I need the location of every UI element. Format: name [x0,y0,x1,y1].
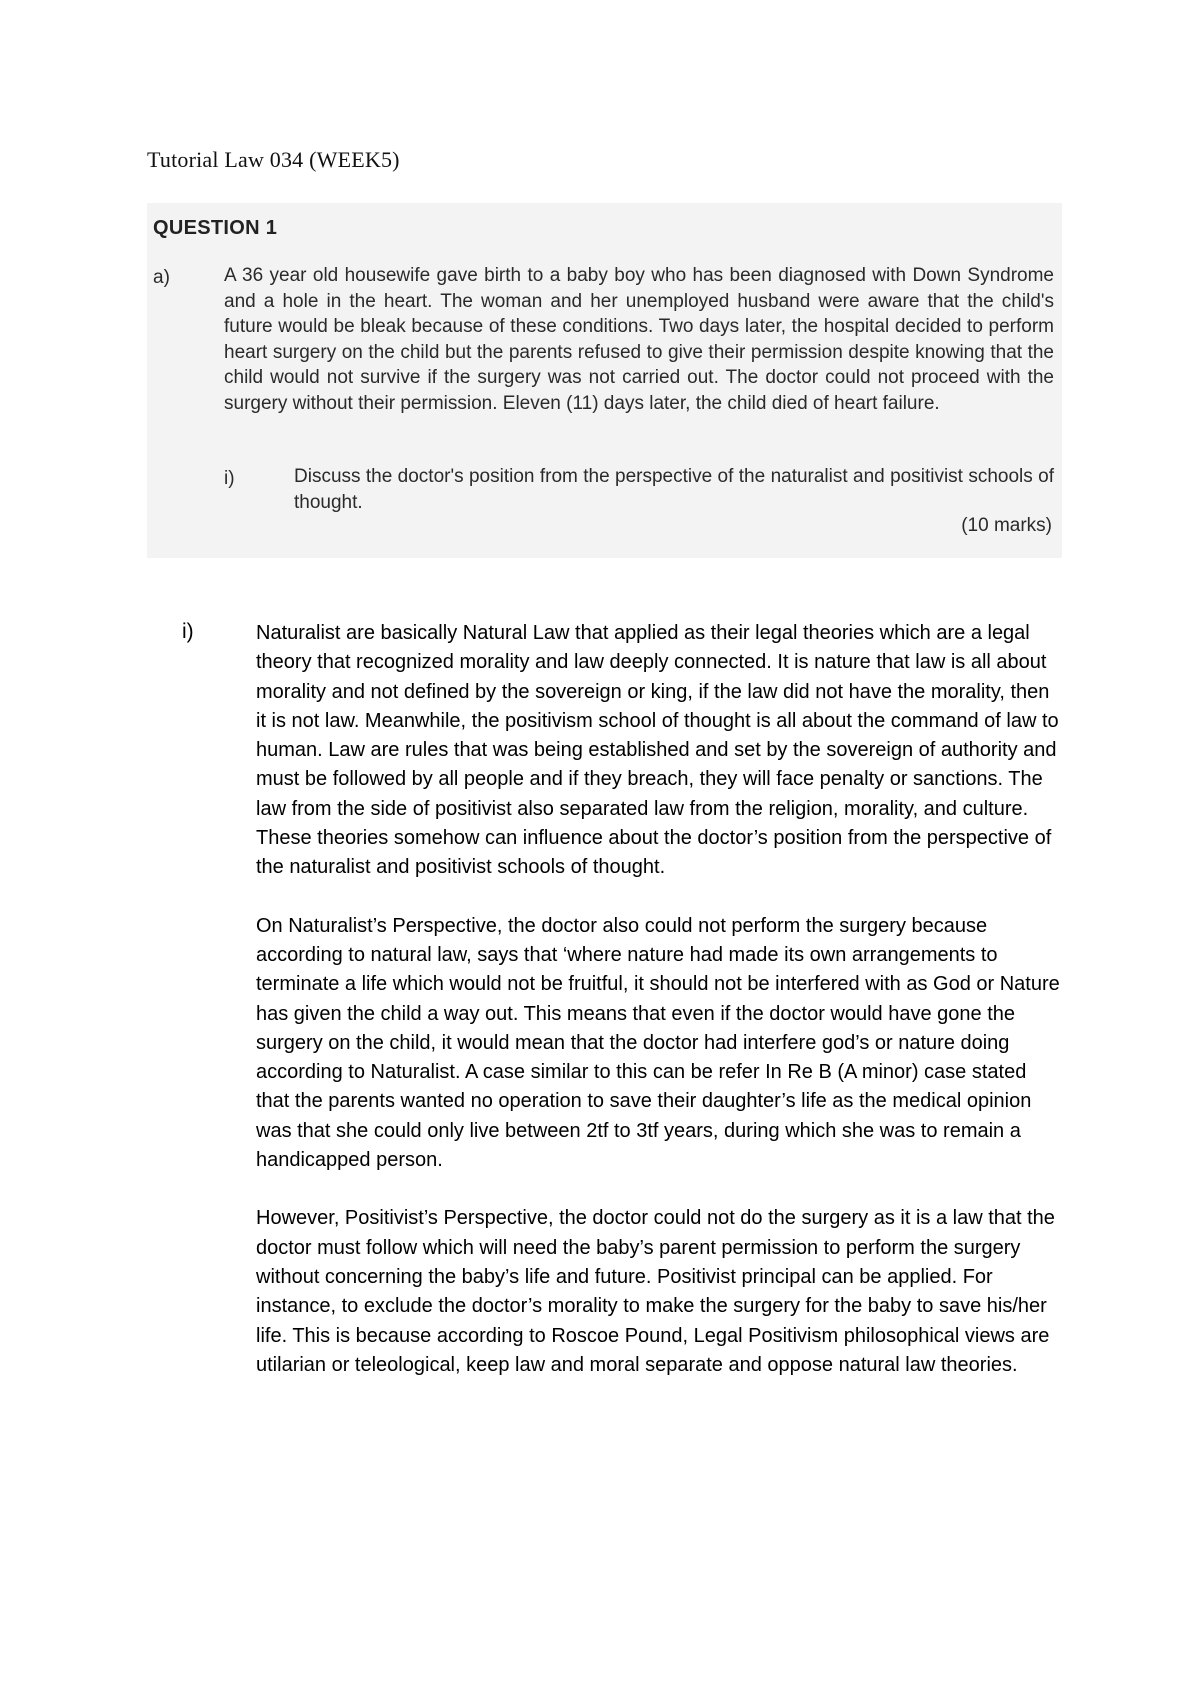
question-scan-image [147,203,1062,558]
question-heading: QUESTION 1 [153,217,278,239]
answer-paragraph-intro: Naturalist are basically Natural Law that applied as their legal theories which are a legal theory that recognized morality and law deeply connected. It is nature that law is all about morality and not defined by the sovereign or king, if the law did not have the morality, then it is not law. Meanwhile, the positivism school of thought is all about the command of law to human. Law are rules that was being established and set by the sovereign of authority and must be followed by all people and if they breach, they will face penalty or sanctions. The law from the side of positivist also separated law from the religion, morality, and culture. These theories somehow can influence about the doctor’s position from the perspective of the naturalist and positivist schools of thought. [256,622,1059,879]
question-marks: (10 marks) [961,515,1052,536]
question-part-text: A 36 year old housewife gave birth to a baby boy who has been diagnosed with Down Syndrome and a hole in the heart. The woman and her unemployed husband were aware that the child's future would be bleak because of these conditions. Two days later, the hospital decided to perform heart surgery on the child but the parents refused to give their permission despite knowing that the child would not survive if the surgery was not carried out. The doctor could not proceed with the surgery without their permission. Eleven (11) days later, the child died of heart failure. [224,265,1054,414]
question-sub-text: Discuss the doctor's position from the perspective of the naturalist and positivist schools of thought. [294,466,1054,513]
answer-label: i) [182,620,194,643]
question-sub-label: i) [224,468,235,489]
answer-paragraph-positivist: However, Positivist’s Perspective, the doctor could not do the surgery as it is a law that the doctor must follow which will need the baby’s parent permission to perform the surgery without concerning the baby’s life and future. Positivist principal can be applied. For instance, to exclude the doctor’s morality to make the surgery for the baby to save his/her life. This is because according to Roscoe Pound, Legal Positivism philosophical views are utilarian or teleological, keep law and moral separate and oppose natural law theories. [256,1207,1055,1376]
document-title: Tutorial Law 034 (WEEK5) [147,147,400,172]
answer-paragraph-naturalist: On Naturalist’s Perspective, the doctor also could not perform the surgery because according to natural law, says that ‘where nature had made its own arrangements to terminate a life which would not be fruitful, it should not be interfered with as God or Nature has given the child a way out. This means that even if the doctor would have gone the surgery on the child, it would mean that the doctor had interfere god’s or nature doing according to Naturalist. A case similar to this can be refer In Re B (A minor) case stated that the parents wanted no operation to save their daughter’s life as the medical opinion was that she could only live between 2tf to 3tf years, during which she was to remain a handicapped person. [256,914,1060,1172]
question-part-label: a) [153,267,170,288]
answer-body [256,619,1060,1409]
